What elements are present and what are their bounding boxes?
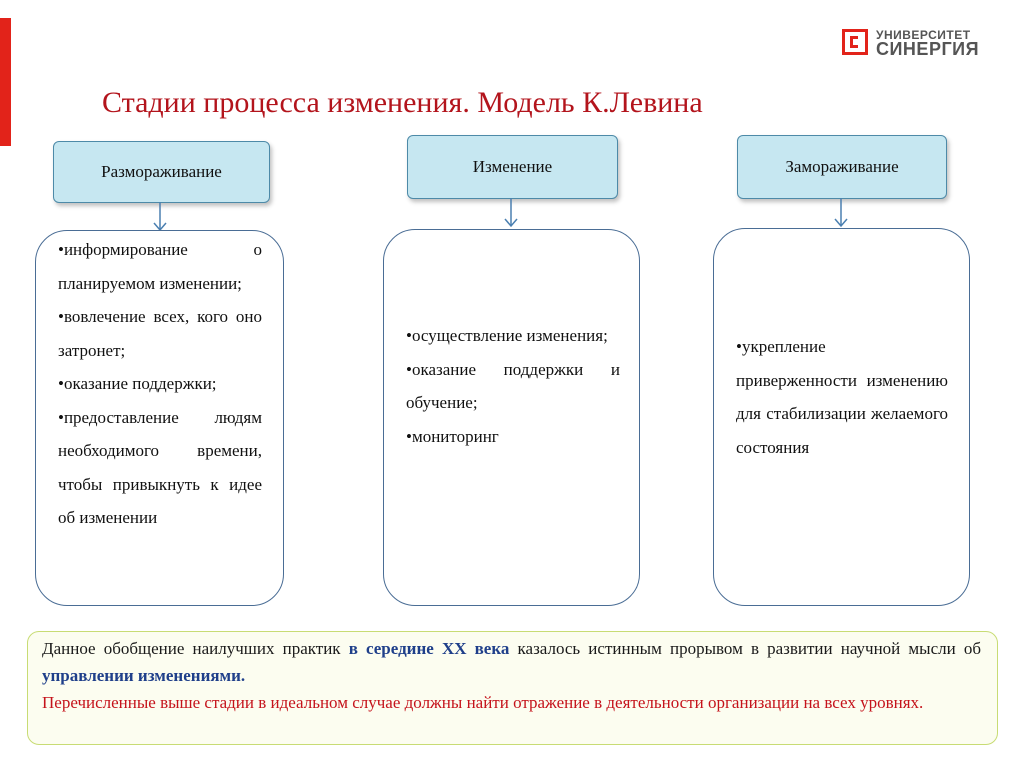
stage-change-label: Изменение: [472, 157, 553, 176]
list-item: •информирование о планируемом изменении;: [58, 240, 262, 293]
arrow-down-icon: [831, 198, 851, 228]
stage-refreeze-list: [736, 330, 948, 464]
note-paragraph-1: Данное обобщение наилучших практик в середине XX века казалось истинным прорывом в развитии научной мысли об управлении изменениями.: [42, 639, 981, 685]
logo-line1: УНИВЕРСИТЕТ: [876, 28, 971, 42]
accent-bar: [0, 18, 11, 146]
list-item: •вовлечение всех, кого оно затронет;: [58, 307, 262, 360]
logo-line2: СИНЕРГИЯ: [876, 39, 980, 59]
list-item: •оказание поддержки и обучение;: [406, 359, 620, 412]
list-item: •осуществление изменения;: [406, 326, 608, 345]
note-paragraph-2: Перечисленные выше стадии в идеальном случае должны найти отражение в деятельности организации на всех уровнях.: [42, 693, 924, 712]
list-item: •предоставление людям необходимого времени, чтобы привыкнуть к идее об изменении: [58, 407, 262, 527]
stage-change-list: [406, 319, 620, 453]
stage-refreeze: [737, 135, 947, 199]
stage-refreeze-label: Замораживание: [785, 157, 899, 176]
arrow-down-icon: [150, 202, 170, 232]
highlight-topic: управлении изменениями.: [42, 666, 246, 685]
list-item: •мониторинг: [406, 426, 499, 446]
slide-title: Стадии процесса изменения. Модель К.Левина: [102, 86, 703, 119]
university-logo: [842, 28, 992, 60]
stage-unfreeze-list: [58, 233, 262, 535]
logo-icon: [842, 29, 868, 55]
summary-note: [27, 631, 998, 745]
highlight-period: в середине XX века: [348, 639, 510, 658]
stage-unfreeze-label: Размораживание: [101, 162, 222, 181]
arrow-down-icon: [501, 198, 521, 228]
list-item: •оказание поддержки;: [58, 374, 217, 393]
stage-unfreeze: [53, 141, 270, 203]
list-item: •укрепление приверженности изменению для стабилизации желаемого состояния: [736, 337, 948, 457]
stage-change: [407, 135, 618, 199]
